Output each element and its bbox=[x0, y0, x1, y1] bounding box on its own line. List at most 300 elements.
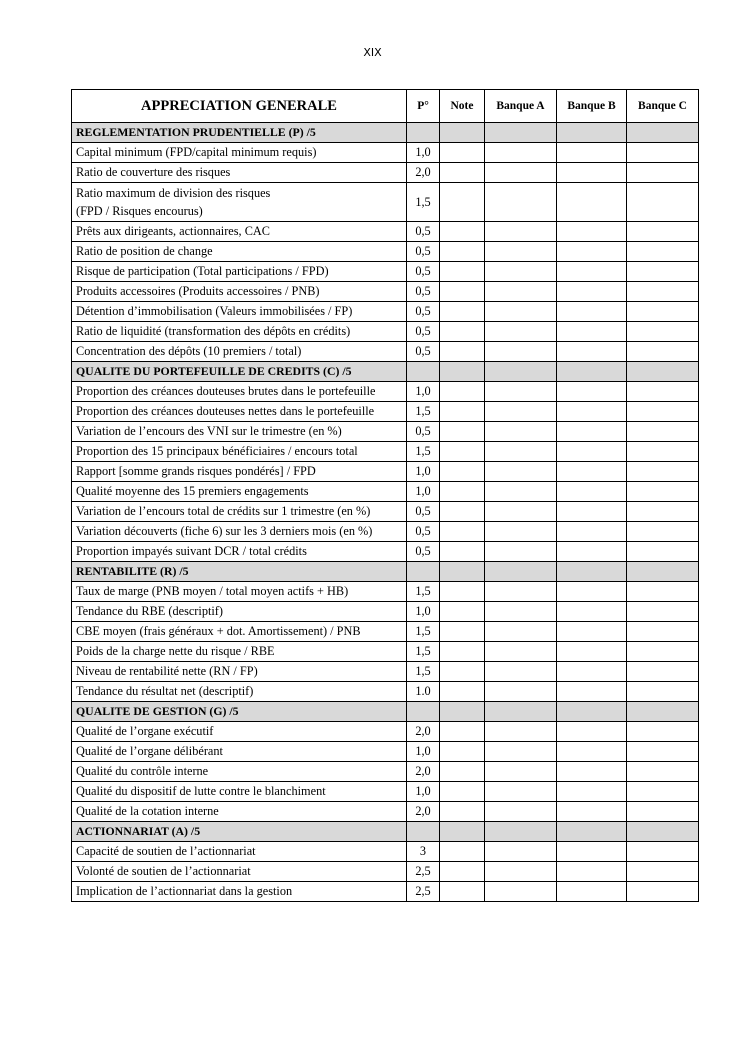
note-cell bbox=[440, 242, 485, 262]
note-cell bbox=[440, 222, 485, 242]
banque-b-cell bbox=[557, 602, 627, 622]
criterion-label bbox=[72, 522, 407, 542]
banque-c-cell bbox=[627, 722, 699, 742]
criterion-label bbox=[72, 762, 407, 782]
banque-a-cell bbox=[485, 222, 557, 242]
note-cell bbox=[440, 462, 485, 482]
weight-cell: 2,0 bbox=[407, 163, 440, 183]
weight-cell: 0,5 bbox=[407, 222, 440, 242]
criterion-label-text: Qualité de l’organe délibérant bbox=[76, 744, 223, 758]
banque-b-cell bbox=[557, 382, 627, 402]
criterion-label bbox=[72, 183, 407, 222]
criterion-label bbox=[72, 322, 407, 342]
criterion-label bbox=[72, 422, 407, 442]
banque-a-cell bbox=[485, 242, 557, 262]
note-cell bbox=[440, 502, 485, 522]
weight-cell: 2,5 bbox=[407, 882, 440, 902]
banque-b-cell bbox=[557, 682, 627, 702]
section-empty-cell bbox=[407, 702, 440, 722]
criterion-label-text: Variation de l’encours des VNI sur le trimestre (en %) bbox=[76, 424, 342, 438]
banque-c-cell bbox=[627, 622, 699, 642]
banque-b-cell bbox=[557, 322, 627, 342]
banque-b-cell bbox=[557, 802, 627, 822]
criterion-label bbox=[72, 163, 407, 183]
banque-c-cell bbox=[627, 382, 699, 402]
banque-a-cell bbox=[485, 622, 557, 642]
criterion-label bbox=[72, 542, 407, 562]
weight-cell: 1,0 bbox=[407, 143, 440, 163]
section-empty-cell bbox=[485, 702, 557, 722]
criterion-label bbox=[72, 622, 407, 642]
weight-cell: 2,5 bbox=[407, 862, 440, 882]
criterion-label-text: Proportion des créances douteuses brutes dans le portefeuille bbox=[76, 384, 376, 398]
table-row bbox=[72, 622, 699, 642]
criterion-label-text: Qualité moyenne des 15 premiers engagements bbox=[76, 484, 309, 498]
criterion-label bbox=[72, 642, 407, 662]
note-cell bbox=[440, 682, 485, 702]
weight-cell: 0,5 bbox=[407, 542, 440, 562]
table-row bbox=[72, 542, 699, 562]
note-cell bbox=[440, 262, 485, 282]
criterion-label bbox=[72, 262, 407, 282]
criterion-label-text: Produits accessoires (Produits accessoires / PNB) bbox=[76, 284, 320, 298]
banque-a-cell bbox=[485, 682, 557, 702]
note-cell bbox=[440, 662, 485, 682]
weight-cell: 0,5 bbox=[407, 422, 440, 442]
banque-a-cell bbox=[485, 522, 557, 542]
banque-b-cell bbox=[557, 842, 627, 862]
note-cell bbox=[440, 842, 485, 862]
section-empty-cell bbox=[407, 362, 440, 382]
note-cell bbox=[440, 642, 485, 662]
criterion-label-text: Proportion des créances douteuses nettes dans le portefeuille bbox=[76, 404, 375, 418]
criterion-label bbox=[72, 742, 407, 762]
banque-c-cell bbox=[627, 862, 699, 882]
banque-a-cell bbox=[485, 482, 557, 502]
table-row bbox=[72, 442, 699, 462]
criterion-label-text: Variation de l’encours total de crédits sur 1 trimestre (en %) bbox=[76, 504, 371, 518]
header-weight: P° bbox=[407, 90, 440, 123]
criterion-label bbox=[72, 862, 407, 882]
weight-cell: 2,0 bbox=[407, 802, 440, 822]
note-cell bbox=[440, 882, 485, 902]
banque-a-cell bbox=[485, 462, 557, 482]
weight-cell: 1,0 bbox=[407, 482, 440, 502]
banque-a-cell bbox=[485, 662, 557, 682]
criterion-label bbox=[72, 842, 407, 862]
criterion-label bbox=[72, 782, 407, 802]
banque-a-cell bbox=[485, 802, 557, 822]
criterion-label-text: Ratio de couverture des risques bbox=[76, 165, 231, 179]
banque-a-cell bbox=[485, 262, 557, 282]
banque-c-cell bbox=[627, 143, 699, 163]
weight-cell: 1,5 bbox=[407, 582, 440, 602]
table-row bbox=[72, 462, 699, 482]
criterion-label bbox=[72, 582, 407, 602]
banque-a-cell bbox=[485, 422, 557, 442]
banque-c-cell bbox=[627, 482, 699, 502]
banque-c-cell bbox=[627, 502, 699, 522]
banque-b-cell bbox=[557, 622, 627, 642]
banque-c-cell bbox=[627, 642, 699, 662]
criterion-label-text: Ratio maximum de division des risques bbox=[76, 186, 271, 200]
criterion-label bbox=[72, 722, 407, 742]
criterion-label bbox=[72, 502, 407, 522]
criterion-label-text: Capital minimum (FPD/capital minimum requis) bbox=[76, 145, 317, 159]
banque-c-cell bbox=[627, 262, 699, 282]
banque-b-cell bbox=[557, 582, 627, 602]
criterion-label bbox=[72, 143, 407, 163]
note-cell bbox=[440, 582, 485, 602]
criterion-label-text: Poids de la charge nette du risque / RBE bbox=[76, 644, 275, 658]
banque-b-cell bbox=[557, 762, 627, 782]
section-empty-cell bbox=[407, 123, 440, 143]
table-row bbox=[72, 782, 699, 802]
table-row bbox=[72, 862, 699, 882]
criterion-label bbox=[72, 402, 407, 422]
banque-a-cell bbox=[485, 542, 557, 562]
banque-b-cell bbox=[557, 143, 627, 163]
banque-a-cell bbox=[485, 642, 557, 662]
criterion-label bbox=[72, 242, 407, 262]
section-empty-cell bbox=[485, 562, 557, 582]
banque-a-cell bbox=[485, 183, 557, 222]
criterion-label-text: Taux de marge (PNB moyen / total moyen actifs + HB) bbox=[76, 584, 349, 598]
criterion-label-text-line2: (FPD / Risques encourus) bbox=[76, 204, 203, 218]
section-empty-cell bbox=[557, 702, 627, 722]
banque-c-cell bbox=[627, 163, 699, 183]
banque-c-cell bbox=[627, 662, 699, 682]
section-header-row bbox=[72, 562, 699, 582]
section-empty-cell bbox=[557, 822, 627, 842]
section-empty-cell bbox=[485, 362, 557, 382]
criterion-label bbox=[72, 222, 407, 242]
criterion-label-text: Implication de l’actionnariat dans la gestion bbox=[76, 884, 293, 898]
criterion-label bbox=[72, 682, 407, 702]
table-row bbox=[72, 222, 699, 242]
criterion-label-text: Rapport [somme grands risques pondérés] / FPD bbox=[76, 464, 316, 478]
note-cell bbox=[440, 742, 485, 762]
criterion-label bbox=[72, 882, 407, 902]
section-empty-cell bbox=[440, 123, 485, 143]
section-empty-cell bbox=[627, 123, 699, 143]
header-banque-a: Banque A bbox=[485, 90, 557, 123]
table-body bbox=[72, 123, 699, 902]
section-title: REGLEMENTATION PRUDENTIELLE (P) /5 bbox=[72, 123, 407, 143]
criterion-label bbox=[72, 342, 407, 362]
table-row bbox=[72, 322, 699, 342]
criterion-label-text: Volonté de soutien de l’actionnariat bbox=[76, 864, 251, 878]
note-cell bbox=[440, 622, 485, 642]
section-empty-cell bbox=[440, 822, 485, 842]
note-cell bbox=[440, 163, 485, 183]
criterion-label-text: Risque de participation (Total participations / FPD) bbox=[76, 264, 329, 278]
table-row bbox=[72, 502, 699, 522]
note-cell bbox=[440, 722, 485, 742]
criterion-label-text: Tendance du résultat net (descriptif) bbox=[76, 684, 254, 698]
banque-c-cell bbox=[627, 282, 699, 302]
banque-b-cell bbox=[557, 442, 627, 462]
criterion-label-text: Variation découverts (fiche 6) sur les 3 derniers mois (en %) bbox=[76, 524, 373, 538]
note-cell bbox=[440, 542, 485, 562]
banque-a-cell bbox=[485, 163, 557, 183]
banque-a-cell bbox=[485, 762, 557, 782]
weight-cell: 0,5 bbox=[407, 242, 440, 262]
banque-a-cell bbox=[485, 722, 557, 742]
banque-c-cell bbox=[627, 183, 699, 222]
section-empty-cell bbox=[557, 123, 627, 143]
section-empty-cell bbox=[627, 362, 699, 382]
table-row bbox=[72, 882, 699, 902]
banque-a-cell bbox=[485, 862, 557, 882]
header-row bbox=[72, 90, 699, 123]
table-row bbox=[72, 802, 699, 822]
note-cell bbox=[440, 183, 485, 222]
criterion-label-text: Ratio de position de change bbox=[76, 244, 213, 258]
banque-a-cell bbox=[485, 782, 557, 802]
note-cell bbox=[440, 422, 485, 442]
header-banque-b: Banque B bbox=[557, 90, 627, 123]
banque-b-cell bbox=[557, 422, 627, 442]
weight-cell: 1,5 bbox=[407, 642, 440, 662]
criterion-label bbox=[72, 462, 407, 482]
weight-cell: 0,5 bbox=[407, 302, 440, 322]
banque-b-cell bbox=[557, 502, 627, 522]
criterion-label-text: Détention d’immobilisation (Valeurs immobilisées / FP) bbox=[76, 304, 353, 318]
section-title: RENTABILITE (R) /5 bbox=[72, 562, 407, 582]
banque-b-cell bbox=[557, 242, 627, 262]
criterion-label bbox=[72, 662, 407, 682]
note-cell bbox=[440, 282, 485, 302]
banque-c-cell bbox=[627, 342, 699, 362]
banque-a-cell bbox=[485, 282, 557, 302]
weight-cell: 2,0 bbox=[407, 762, 440, 782]
criterion-label-text: Prêts aux dirigeants, actionnaires, CAC bbox=[76, 224, 270, 238]
weight-cell: 0,5 bbox=[407, 262, 440, 282]
table-row bbox=[72, 642, 699, 662]
note-cell bbox=[440, 342, 485, 362]
criterion-label bbox=[72, 302, 407, 322]
section-title: ACTIONNARIAT (A) /5 bbox=[72, 822, 407, 842]
weight-cell: 0,5 bbox=[407, 522, 440, 542]
banque-b-cell bbox=[557, 722, 627, 742]
banque-c-cell bbox=[627, 762, 699, 782]
banque-c-cell bbox=[627, 222, 699, 242]
banque-c-cell bbox=[627, 442, 699, 462]
section-header-row bbox=[72, 123, 699, 143]
banque-b-cell bbox=[557, 482, 627, 502]
appreciation-table bbox=[71, 89, 699, 902]
note-cell bbox=[440, 402, 485, 422]
table-row bbox=[72, 402, 699, 422]
section-header-row bbox=[72, 362, 699, 382]
section-empty-cell bbox=[557, 562, 627, 582]
table-row bbox=[72, 682, 699, 702]
page-number: XIX bbox=[363, 46, 382, 59]
banque-b-cell bbox=[557, 302, 627, 322]
table-row bbox=[72, 662, 699, 682]
table-row bbox=[72, 163, 699, 183]
banque-a-cell bbox=[485, 402, 557, 422]
banque-c-cell bbox=[627, 242, 699, 262]
header-banque-c: Banque C bbox=[627, 90, 699, 123]
weight-cell: 3 bbox=[407, 842, 440, 862]
section-empty-cell bbox=[485, 822, 557, 842]
criterion-label-text: Tendance du RBE (descriptif) bbox=[76, 604, 223, 618]
section-empty-cell bbox=[407, 822, 440, 842]
banque-a-cell bbox=[485, 742, 557, 762]
banque-b-cell bbox=[557, 522, 627, 542]
note-cell bbox=[440, 862, 485, 882]
note-cell bbox=[440, 482, 485, 502]
note-cell bbox=[440, 382, 485, 402]
banque-b-cell bbox=[557, 542, 627, 562]
table-row bbox=[72, 262, 699, 282]
table-row bbox=[72, 242, 699, 262]
table-row bbox=[72, 582, 699, 602]
table-row bbox=[72, 522, 699, 542]
section-empty-cell bbox=[627, 822, 699, 842]
criterion-label bbox=[72, 482, 407, 502]
banque-b-cell bbox=[557, 462, 627, 482]
banque-c-cell bbox=[627, 542, 699, 562]
section-empty-cell bbox=[440, 702, 485, 722]
weight-cell: 1,5 bbox=[407, 442, 440, 462]
note-cell bbox=[440, 302, 485, 322]
note-cell bbox=[440, 782, 485, 802]
section-header-row bbox=[72, 702, 699, 722]
criterion-label-text: Concentration des dépôts (10 premiers / total) bbox=[76, 344, 302, 358]
banque-a-cell bbox=[485, 302, 557, 322]
banque-b-cell bbox=[557, 642, 627, 662]
banque-c-cell bbox=[627, 402, 699, 422]
banque-c-cell bbox=[627, 742, 699, 762]
table-row bbox=[72, 282, 699, 302]
table-row bbox=[72, 302, 699, 322]
note-cell bbox=[440, 442, 485, 462]
weight-cell: 1,5 bbox=[407, 662, 440, 682]
section-empty-cell bbox=[557, 362, 627, 382]
banque-c-cell bbox=[627, 882, 699, 902]
criterion-label-text: Ratio de liquidité (transformation des dépôts en crédits) bbox=[76, 324, 351, 338]
weight-cell: 0,5 bbox=[407, 342, 440, 362]
section-empty-cell bbox=[440, 362, 485, 382]
banque-b-cell bbox=[557, 742, 627, 762]
banque-a-cell bbox=[485, 382, 557, 402]
weight-cell: 1,0 bbox=[407, 382, 440, 402]
section-empty-cell bbox=[407, 562, 440, 582]
banque-b-cell bbox=[557, 862, 627, 882]
banque-b-cell bbox=[557, 882, 627, 902]
weight-cell: 1,0 bbox=[407, 602, 440, 622]
criterion-label-text: Qualité du dispositif de lutte contre le blanchiment bbox=[76, 784, 326, 798]
weight-cell: 0,5 bbox=[407, 502, 440, 522]
banque-b-cell bbox=[557, 782, 627, 802]
section-header-row bbox=[72, 822, 699, 842]
banque-c-cell bbox=[627, 602, 699, 622]
section-empty-cell bbox=[627, 702, 699, 722]
note-cell bbox=[440, 802, 485, 822]
banque-b-cell bbox=[557, 262, 627, 282]
section-empty-cell bbox=[440, 562, 485, 582]
criterion-label bbox=[72, 442, 407, 462]
weight-cell: 1.0 bbox=[407, 682, 440, 702]
section-title: QUALITE DE GESTION (G) /5 bbox=[72, 702, 407, 722]
table-row bbox=[72, 742, 699, 762]
table-row bbox=[72, 342, 699, 362]
weight-cell: 1,0 bbox=[407, 742, 440, 762]
banque-a-cell bbox=[485, 582, 557, 602]
criterion-label-text: Capacité de soutien de l’actionnariat bbox=[76, 844, 256, 858]
section-empty-cell bbox=[485, 123, 557, 143]
weight-cell: 1,5 bbox=[407, 183, 440, 222]
criterion-label bbox=[72, 602, 407, 622]
banque-a-cell bbox=[485, 882, 557, 902]
banque-b-cell bbox=[557, 163, 627, 183]
criterion-label-text: Niveau de rentabilité nette (RN / FP) bbox=[76, 664, 258, 678]
banque-c-cell bbox=[627, 522, 699, 542]
weight-cell: 0,5 bbox=[407, 282, 440, 302]
header-note: Note bbox=[440, 90, 485, 123]
note-cell bbox=[440, 762, 485, 782]
table-row bbox=[72, 602, 699, 622]
criterion-label-text: Qualité de l’organe exécutif bbox=[76, 724, 214, 738]
banque-c-cell bbox=[627, 842, 699, 862]
banque-c-cell bbox=[627, 782, 699, 802]
banque-b-cell bbox=[557, 183, 627, 222]
section-empty-cell bbox=[627, 562, 699, 582]
banque-b-cell bbox=[557, 402, 627, 422]
table-row bbox=[72, 842, 699, 862]
banque-a-cell bbox=[485, 502, 557, 522]
banque-b-cell bbox=[557, 222, 627, 242]
banque-a-cell bbox=[485, 602, 557, 622]
table-row bbox=[72, 143, 699, 163]
section-title: QUALITE DU PORTEFEUILLE DE CREDITS (C) /5 bbox=[72, 362, 407, 382]
note-cell bbox=[440, 522, 485, 542]
banque-b-cell bbox=[557, 342, 627, 362]
banque-c-cell bbox=[627, 682, 699, 702]
weight-cell: 1,5 bbox=[407, 402, 440, 422]
criterion-label bbox=[72, 802, 407, 822]
banque-c-cell bbox=[627, 302, 699, 322]
weight-cell: 1,0 bbox=[407, 462, 440, 482]
weight-cell: 1,0 bbox=[407, 782, 440, 802]
banque-b-cell bbox=[557, 662, 627, 682]
table-row bbox=[72, 762, 699, 782]
table-row bbox=[72, 482, 699, 502]
banque-a-cell bbox=[485, 322, 557, 342]
banque-a-cell bbox=[485, 342, 557, 362]
criterion-label bbox=[72, 282, 407, 302]
note-cell bbox=[440, 602, 485, 622]
table-row bbox=[72, 382, 699, 402]
header-appreciation-generale: APPRECIATION GENERALE bbox=[72, 90, 407, 123]
weight-cell: 2,0 bbox=[407, 722, 440, 742]
criterion-label-text: Proportion des 15 principaux bénéficiaires / encours total bbox=[76, 444, 358, 458]
note-cell bbox=[440, 322, 485, 342]
banque-c-cell bbox=[627, 582, 699, 602]
table-row bbox=[72, 183, 699, 222]
table-row bbox=[72, 722, 699, 742]
criterion-label-text: CBE moyen (frais généraux + dot. Amortissement) / PNB bbox=[76, 624, 361, 638]
banque-b-cell bbox=[557, 282, 627, 302]
weight-cell: 0,5 bbox=[407, 322, 440, 342]
criterion-label bbox=[72, 382, 407, 402]
banque-c-cell bbox=[627, 422, 699, 442]
banque-c-cell bbox=[627, 462, 699, 482]
banque-a-cell bbox=[485, 842, 557, 862]
